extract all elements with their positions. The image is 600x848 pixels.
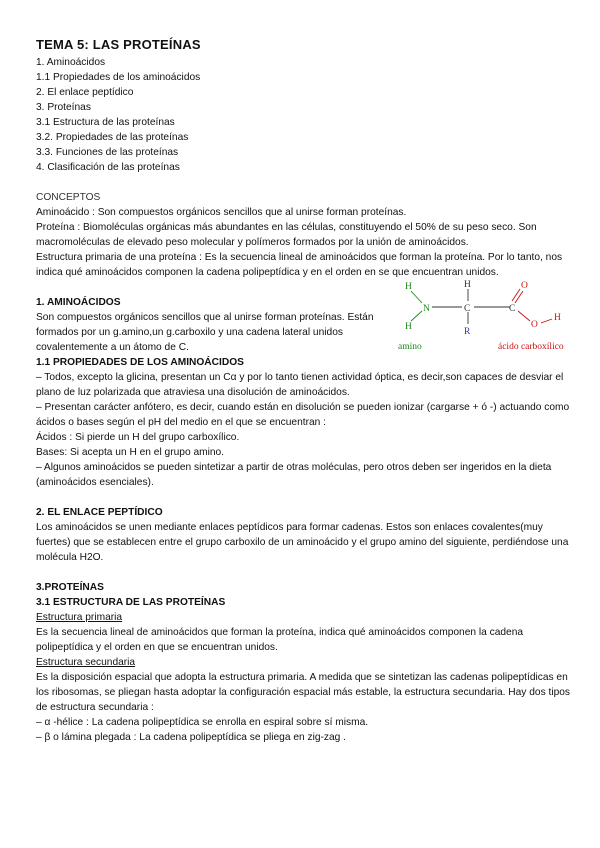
concept-aminoacido: Aminoácido : Son compuestos orgánicos sencillos que al unirse forman proteínas.	[36, 207, 407, 218]
propiedad-line: Ácidos : Si pierde un H del grupo carboxílico.	[36, 432, 240, 443]
concept-proteina: Proteína : Biomoléculas orgánicas más abundantes en las células, constituyendo el 50% de su peso seco. Son macromoléculas de elevado peso molecular y polímeros formados por la unión de aminoácidos.	[36, 222, 537, 248]
atom-h: H	[405, 322, 412, 332]
propiedad-line: Bases: Si acepta un H en el grupo amino.	[36, 447, 225, 458]
conceptos-section	[36, 190, 580, 280]
propiedad-line: – Todos, excepto la glicina, presentan un Cα y por lo tanto tienen actividad óptica, es decir,son capaces de desviar el plano de luz polarizada que atraviesa una disolución de aminoácidos.	[36, 372, 564, 398]
beta-lamina-line: – β o lámina plegada : La cadena polipeptídica se pliega en zig-zag .	[36, 732, 346, 743]
enlace-heading: 2. EL ENLACE PEPTÍDICO	[36, 507, 163, 518]
bond-line	[411, 311, 422, 321]
bond-line	[512, 289, 520, 301]
propiedad-line: – Presentan carácter anfótero, es decir, cuando están en disolución se pueden ionizar (cargarse + ó -) actuando como ácidos o bases según el pH del medio en el que se encuentran :	[36, 402, 570, 428]
bond-line	[515, 291, 523, 303]
secundaria-text: Es la disposición espacial que adopta la estructura primaria. A medida que se sintetizan las cadenas polipeptídicas en los ribosomas, se pliegan hasta adoptar la configuración espacial más estable, la estructura secundaria. Hay dos tipos de estructura secundaria :	[36, 672, 571, 713]
alfa-helice-line: – α -hélice : La cadena polipeptídica se enrolla en espiral sobre sí misma.	[36, 717, 369, 728]
atom-n: N	[423, 304, 430, 314]
atom-r: R	[464, 327, 471, 337]
enlace-text: Los aminoácidos se unen mediante enlaces peptídicos para formar cadenas. Estos son enlaces covalentes(muy fuertes) que se establecen entre el grupo carboxilo de un aminoácido y el grupo amino del siguiente, perdiéndose una molécula H2O.	[36, 522, 569, 563]
atom-o: O	[531, 320, 538, 330]
bond-line	[518, 311, 530, 321]
label-amino: amino	[398, 342, 422, 352]
secundaria-title: Estructura secundaria	[36, 657, 136, 668]
toc-item: 3.1 Estructura de las proteínas	[36, 117, 175, 128]
concept-estructura-primaria: Estructura primaria de una proteína : Es la secuencia lineal de aminoácidos que forman la proteína. Por lo tanto, nos indica qué aminoácidos componen la cadena polipeptídica y en el orden en se que encuentran unidos.	[36, 252, 563, 278]
primaria-title: Estructura primaria	[36, 612, 123, 623]
toc-item: 3.2. Propiedades de las proteínas	[36, 132, 189, 143]
atom-o: O	[521, 281, 528, 291]
aminoacidos-text: Son compuestos orgánicos sencillos que al unirse forman proteínas. Están formados por un g.amino,un g.carboxilo y una cadena lateral unidos covalentemente a un átomo de C.	[36, 312, 374, 353]
toc-item: 4. Clasificación de las proteínas	[36, 162, 180, 173]
label-acido-carboxilico: ácido carboxílico	[498, 342, 564, 352]
conceptos-heading: CONCEPTOS	[36, 192, 101, 203]
toc-item: 3.3. Funciones de las proteínas	[36, 147, 179, 158]
atom-h: H	[554, 313, 561, 323]
proteinas-section	[36, 580, 580, 745]
estructura-heading: 3.1 ESTRUCTURA DE LAS PROTEÍNAS	[36, 597, 226, 608]
atom-c: C	[464, 304, 471, 314]
toc-item: 3. Proteínas	[36, 102, 91, 113]
bond-line	[411, 291, 422, 303]
aminoacidos-section	[36, 280, 580, 355]
atom-c: C	[509, 304, 516, 314]
toc-item: 1.1 Propiedades de los aminoácidos	[36, 72, 201, 83]
toc-item: 2. El enlace peptídico	[36, 87, 134, 98]
atom-h: H	[405, 282, 412, 292]
propiedades-heading: 1.1 PROPIEDADES DE LOS AMINOÁCIDOS	[36, 357, 244, 368]
aminoacidos-heading: 1. AMINOÁCIDOS	[36, 297, 121, 308]
document-title: TEMA 5: LAS PROTEÍNAS	[36, 37, 201, 52]
table-of-contents	[36, 55, 580, 175]
toc-item: 1. Aminoácidos	[36, 57, 106, 68]
document-content	[36, 36, 580, 745]
propiedad-line: – Algunos aminoácidos se pueden sintetizar a partir de otras moléculas, pero otros deben ser ingeridos en la dieta (aminoácidos esenciales).	[36, 462, 552, 488]
enlace-section	[36, 505, 580, 565]
proteinas-heading: 3.PROTEÍNAS	[36, 582, 104, 593]
atom-h: H	[464, 280, 471, 290]
amino-acid-structure-figure	[396, 279, 582, 353]
bond-line	[541, 319, 552, 323]
primaria-text: Es la secuencia lineal de aminoácidos que forman la proteína, indica qué aminoácidos componen la cadena polipeptídica y el orden en que se encuentran unidos.	[36, 627, 524, 653]
propiedades-section	[36, 355, 580, 490]
